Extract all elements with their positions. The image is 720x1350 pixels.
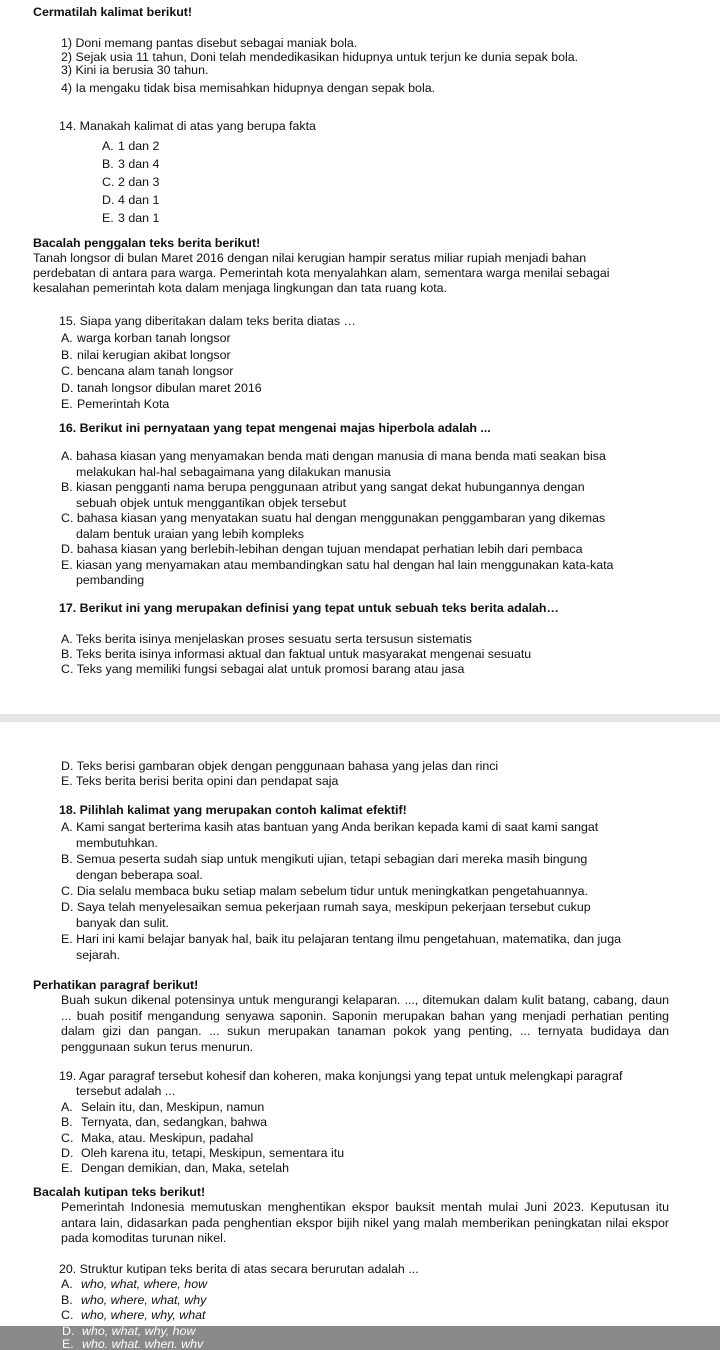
section4-heading: Bacalah kutipan teks berikut! [33, 1185, 206, 1199]
q14-option-c[interactable]: C. 2 dan 3 [102, 175, 160, 189]
q16-option-b[interactable]: B. kiasan pengganti nama berupa penggunaan atribut yang sangat dekat hubungannya dengan sebuah objek untuk menggantikan objek tersebut [61, 480, 585, 510]
q19-question: 19. Agar paragraf tersebut kohesif dan koheren, maka konjungsi yang tepat untuk melengkapi paragraf tersebut adalah ... [59, 1069, 623, 1098]
q20-options-shaded [62, 1325, 203, 1350]
q16-question: 16. Berikut ini pernyataan yang tepat mengenai majas hiperbola adalah ... [59, 421, 491, 435]
q19-option-a[interactable]: A. Selain itu, dan, Meskipun, namun [61, 1100, 265, 1114]
q16-options [61, 449, 613, 589]
q18-option-d[interactable]: D. Saya telah menyelesaikan semua pekerjaan rumah saya, meskipun pekerjaan tersebut cukup banyak dan sulit. [61, 900, 591, 930]
q20-option-a[interactable]: A. who, what, where, how [61, 1277, 208, 1291]
q17-question: 17. Berikut ini yang merupakan definisi yang tepat untuk sebuah teks berita adalah… [59, 601, 559, 615]
q14-question: 14. Manakah kalimat di atas yang berupa fakta [59, 119, 316, 133]
q20-option-c[interactable]: C. who, where, why, what [61, 1308, 206, 1322]
q18-options [61, 819, 621, 963]
q14-option-a[interactable]: A. 1 dan 2 [102, 139, 160, 153]
q15-option-a[interactable]: A. warga korban tanah longsor [61, 331, 231, 345]
q19-option-c[interactable]: C. Maka, atau. Meskipun, padahal [61, 1130, 254, 1145]
q19-options [61, 1100, 344, 1176]
section2-heading: Bacalah penggalan teks berita berikut! [33, 236, 261, 250]
q14-option-b[interactable]: B. 3 dan 4 [102, 157, 160, 171]
q18-option-b[interactable]: B. Semua peserta sudah siap untuk mengikuti ujian, tetapi sebagian dari mereka masih bingung dengan beberapa soal. [61, 852, 588, 882]
section3-heading: Perhatikan paragraf berikut! [33, 978, 199, 992]
statement-list [61, 37, 578, 95]
q20-options [61, 1277, 207, 1324]
q16-option-a[interactable]: A. bahasa kiasan yang menyamakan benda mati dengan manusia di mana benda mati seakan bisa melakukan hal-hal sebagaimana yang dilakukan manusia [61, 449, 606, 479]
q19-option-d[interactable]: D. Oleh karena itu, tetapi, Meskipun, sementara itu [61, 1145, 345, 1160]
section3-passage: Buah sukun dikenal potensinya untuk mengurangi kelaparan. ..., ditemukan dalam kulit batang, cabang, daun ... buah positif mengandung senyawa saponin. Saponin merupakan bahan yang menjadi perhatian penting dalam gizi dan pangan. ... sukun merupakan tanaman pokok yang penting, ... ternyata budidaya dan penggunaan sukun terus menurun. [61, 993, 669, 1054]
q16-option-d[interactable]: D. bahasa kiasan yang berlebih-lebihan dengan tujuan mendapat perhatian lebih dari pembaca [61, 542, 583, 556]
page-2 [0, 722, 720, 1350]
q18-option-c[interactable]: C. Dia selalu membaca buku setiap malam sebelum tidur untuk meningkatkan pengetahuannya. [61, 884, 588, 898]
q20-option-d[interactable]: D. who, what, why, how [62, 1324, 196, 1338]
q15-options [61, 330, 262, 413]
q15-option-e[interactable]: E. Pemerintah Kota [61, 397, 170, 411]
q20-option-e[interactable]: E. who. what. when. whv [62, 1336, 204, 1350]
section4-passage: Pemerintah Indonesia memutuskan menghentikan ekspor bauksit mentah mulai Juni 2023. Keputusan itu antara lain, didasarkan pada penghentian ekspor bijih nikel yang malah memberikan peningkatan nilai ekspor pada komoditas turunan nikel. [61, 1200, 669, 1245]
statement-4: 4) Ia mengaku tidak bisa memisahkan hidupnya dengan sepak bola. [61, 80, 436, 95]
q17-option-c[interactable]: C. Teks yang memiliki fungsi sebagai alat untuk promosi barang atau jasa [61, 662, 465, 676]
q17-option-e[interactable]: E. Teks berita berisi berita opini dan pendapat saja [61, 774, 339, 788]
page-divider [0, 714, 720, 722]
q17-option-d[interactable]: D. Teks berisi gambaran objek dengan penggunaan bahasa yang jelas dan rinci [61, 759, 499, 773]
statement-1: 1) Doni memang pantas disebut sebagai maniak bola. [61, 36, 358, 50]
q14-option-e[interactable]: E. 3 dan 1 [102, 211, 160, 225]
q20-option-b[interactable]: B. who, where, what, why [61, 1292, 207, 1307]
statement-2: 2) Sejak usia 11 tahun, Doni telah mendedikasikan hidupnya untuk terjun ke dunia sepak bola. [61, 49, 579, 64]
statement-3: 3) Kini ia berusia 30 tahun. [61, 63, 209, 77]
q20-question: 20. Struktur kutipan teks berita di atas secara berurutan adalah ... [59, 1262, 419, 1276]
q18-option-e[interactable]: E. Hari ini kami belajar banyak hal, baik itu pelajaran tentang ilmu pengetahuan, matematika, dan juga sejarah. [61, 932, 621, 962]
q17-options-page2 [61, 759, 498, 789]
q15-question: 15. Siapa yang diberitakan dalam teks berita diatas … [59, 314, 356, 328]
q19-option-b[interactable]: B. Ternyata, dan, sedangkan, bahwa [61, 1115, 267, 1130]
q17-option-a[interactable]: A. Teks berita isinya menjelaskan proses sesuatu serta tersusun sistematis [61, 632, 472, 646]
q18-option-a[interactable]: A. Kami sangat berterima kasih atas bantuan yang Anda berikan kepada kami di saat kami sangat membutuhkan. [61, 820, 599, 850]
q14-option-d[interactable]: D. 4 dan 1 [102, 193, 160, 207]
q15-option-d[interactable]: D. tanah longsor dibulan maret 2016 [61, 380, 262, 395]
q15-option-b[interactable]: B. nilai kerugian akibat longsor [61, 347, 231, 362]
q19-option-e[interactable]: E. Dengan demikian, dan, Maka, setelah [61, 1161, 290, 1176]
q14-options [102, 137, 159, 227]
q15-option-c[interactable]: C. bencana alam tanah longsor [61, 364, 234, 378]
section2-passage: Tanah longsor di bulan Maret 2016 dengan nilai kerugian hampir seratus miliar rupiah menjadi bahan perdebatan di antara para warga. Pemerintah kota menyalahkan alam, sementara warga menilai sebagai kesalahan pemerintah kota dalam menjaga lingkungan dan tata ruang kota. [33, 251, 610, 295]
section1-heading: Cermatilah kalimat berikut! [33, 5, 193, 19]
q16-option-c[interactable]: C. bahasa kiasan yang menyatakan suatu hal dengan menggunakan penggambaran yang dikemas dalam bentuk uraian yang lebih kompleks [61, 511, 606, 541]
q17-option-b[interactable]: B. Teks berita isinya informasi aktual dan faktual untuk masyarakat mengenai sesuatu [61, 647, 532, 661]
q17-options-page1 [61, 632, 531, 677]
q16-option-e[interactable]: E. kiasan yang menyamakan atau membandingkan satu hal dengan hal lain menggunakan kata-kata pembanding [61, 557, 614, 587]
q18-question: 18. Pilihlah kalimat yang merupakan contoh kalimat efektif! [59, 803, 407, 817]
